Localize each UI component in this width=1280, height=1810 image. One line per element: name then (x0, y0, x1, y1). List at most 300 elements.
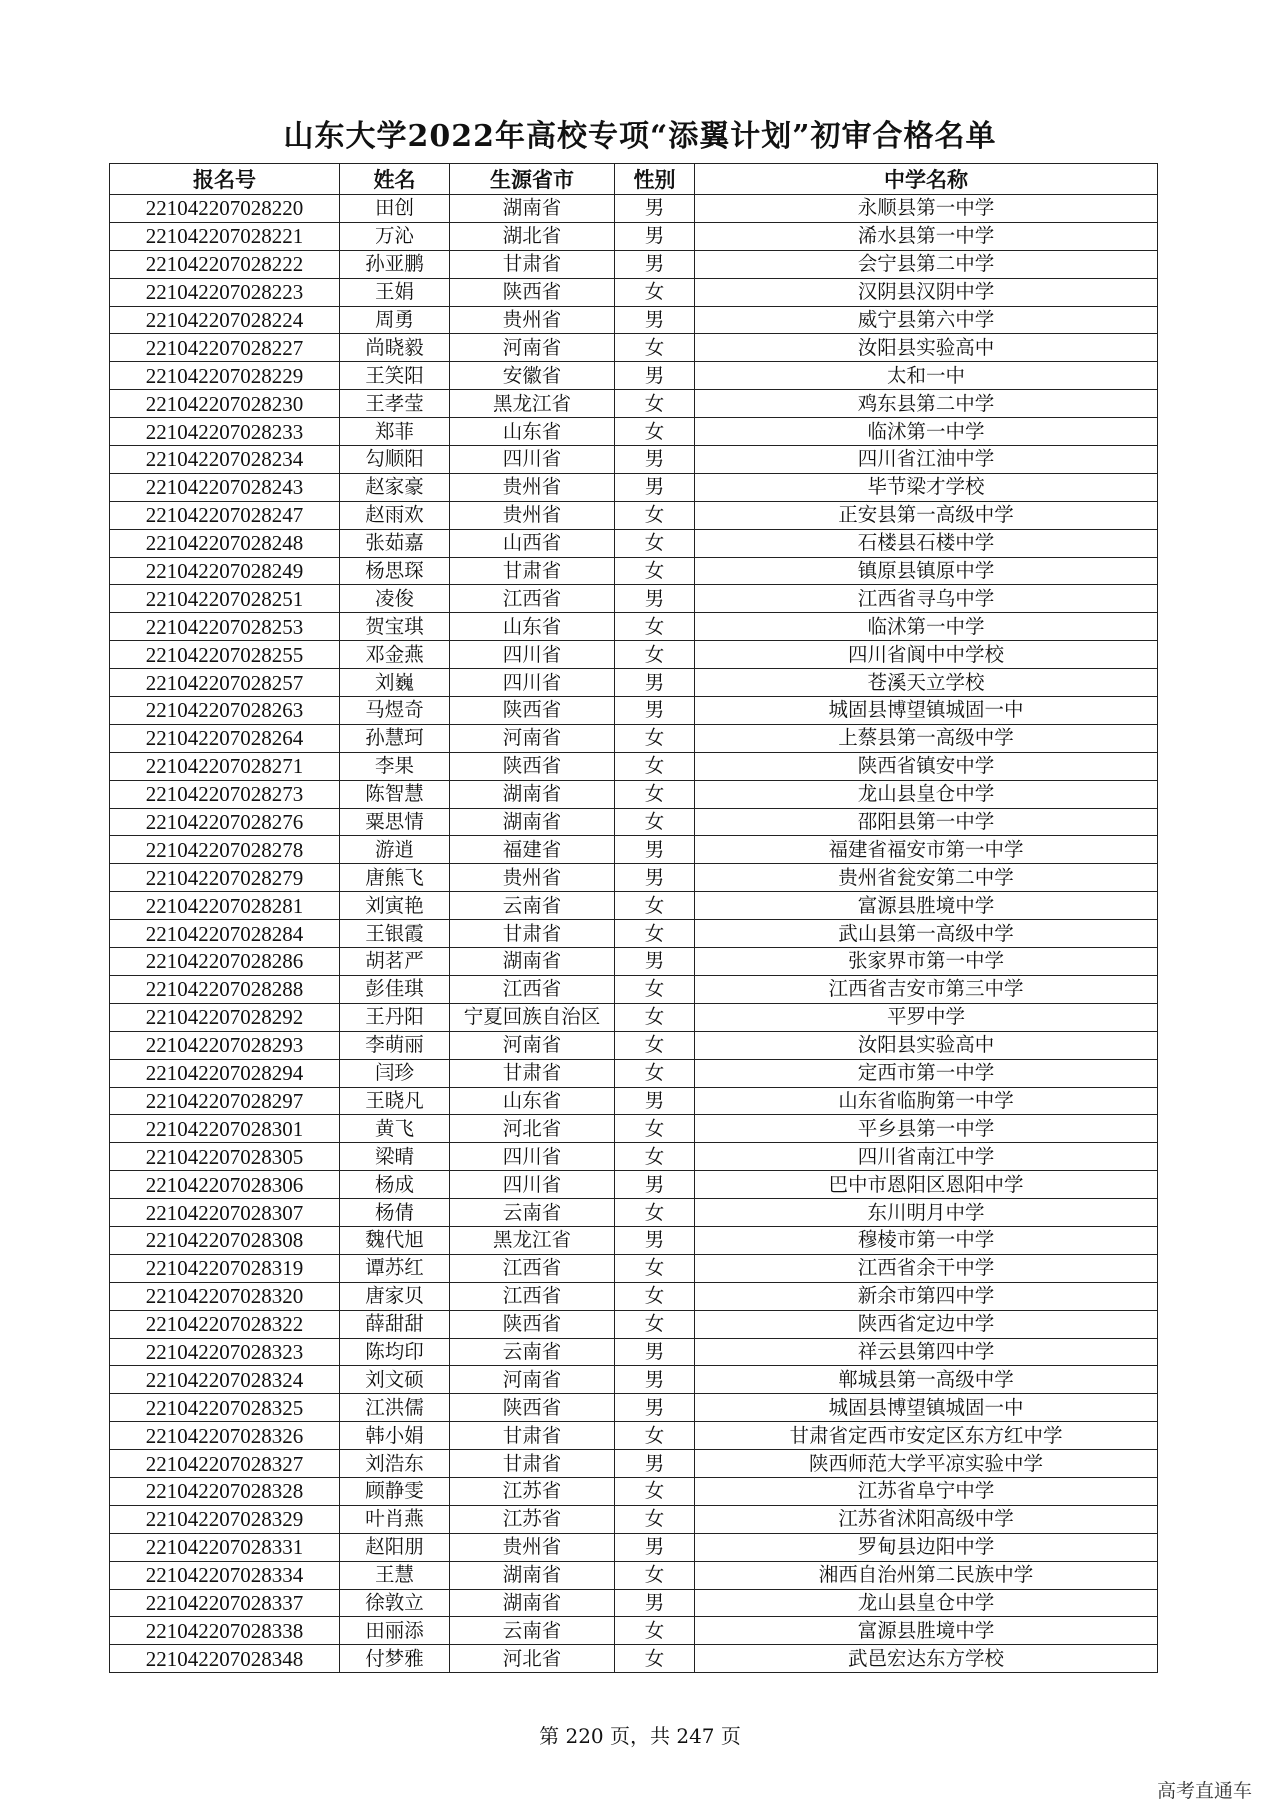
student-name-cell: 王孝莹 (340, 390, 450, 418)
registration-id-cell: 221042207028264 (110, 724, 340, 752)
registration-id-cell: 221042207028348 (110, 1645, 340, 1673)
school-name-cell: 龙山县皇仓中学 (695, 780, 1158, 808)
gender-cell: 男 (615, 195, 695, 223)
registration-id-cell: 221042207028301 (110, 1115, 340, 1143)
student-name-cell: 游逍 (340, 836, 450, 864)
table-row (110, 1171, 1158, 1199)
registration-id-cell: 221042207028253 (110, 613, 340, 641)
student-name-cell: 王慧 (340, 1561, 450, 1589)
registration-id-cell: 221042207028249 (110, 557, 340, 585)
student-name-cell: 凌俊 (340, 585, 450, 613)
gender-cell: 男 (615, 1394, 695, 1422)
table-row (110, 1477, 1158, 1505)
registration-id-cell: 221042207028271 (110, 752, 340, 780)
registration-id-cell: 221042207028273 (110, 780, 340, 808)
province-cell: 山东省 (450, 418, 615, 446)
registration-id-cell: 221042207028322 (110, 1310, 340, 1338)
gender-cell: 女 (615, 920, 695, 948)
province-cell: 湖南省 (450, 1561, 615, 1589)
table-row (110, 864, 1158, 892)
gender-cell: 女 (615, 975, 695, 1003)
province-cell: 黑龙江省 (450, 390, 615, 418)
student-name-cell: 刘巍 (340, 669, 450, 697)
registration-id-cell: 221042207028257 (110, 669, 340, 697)
column-header-name: 姓名 (340, 164, 450, 195)
school-name-cell: 陕西省镇安中学 (695, 752, 1158, 780)
school-name-cell: 汉阴县汉阴中学 (695, 278, 1158, 306)
table-row (110, 1059, 1158, 1087)
registration-id-cell: 221042207028331 (110, 1533, 340, 1561)
school-name-cell: 上蔡县第一高级中学 (695, 724, 1158, 752)
gender-cell: 男 (615, 864, 695, 892)
school-name-cell: 贵州省瓮安第二中学 (695, 864, 1158, 892)
province-cell: 陕西省 (450, 1394, 615, 1422)
registration-id-cell: 221042207028221 (110, 222, 340, 250)
province-cell: 江苏省 (450, 1505, 615, 1533)
table-row (110, 1310, 1158, 1338)
table-row (110, 1366, 1158, 1394)
table-row (110, 948, 1158, 976)
gender-cell: 男 (615, 446, 695, 474)
school-name-cell: 石楼县石楼中学 (695, 529, 1158, 557)
student-name-cell: 王晓凡 (340, 1087, 450, 1115)
gender-cell: 女 (615, 892, 695, 920)
student-name-cell: 刘寅艳 (340, 892, 450, 920)
column-header-gender: 性别 (615, 164, 695, 195)
table-row (110, 892, 1158, 920)
province-cell: 贵州省 (450, 473, 615, 501)
school-name-cell: 太和一中 (695, 362, 1158, 390)
school-name-cell: 会宁县第二中学 (695, 250, 1158, 278)
gender-cell: 女 (615, 557, 695, 585)
roster-table (109, 163, 1158, 1673)
gender-cell: 男 (615, 1450, 695, 1478)
school-name-cell: 巴中市恩阳区恩阳中学 (695, 1171, 1158, 1199)
student-name-cell: 刘文硕 (340, 1366, 450, 1394)
watermark: 高考直通车 (1156, 1780, 1252, 1802)
province-cell: 陕西省 (450, 752, 615, 780)
province-cell: 甘肃省 (450, 920, 615, 948)
student-name-cell: 王银霞 (340, 920, 450, 948)
province-cell: 福建省 (450, 836, 615, 864)
province-cell: 陕西省 (450, 278, 615, 306)
table-row (110, 975, 1158, 1003)
registration-id-cell: 221042207028325 (110, 1394, 340, 1422)
school-name-cell: 平罗中学 (695, 1003, 1158, 1031)
student-name-cell: 勾顺阳 (340, 446, 450, 474)
province-cell: 河南省 (450, 1031, 615, 1059)
student-name-cell: 杨倩 (340, 1199, 450, 1227)
province-cell: 江西省 (450, 1254, 615, 1282)
student-name-cell: 郑菲 (340, 418, 450, 446)
school-name-cell: 郸城县第一高级中学 (695, 1366, 1158, 1394)
table-row (110, 390, 1158, 418)
registration-id-cell: 221042207028222 (110, 250, 340, 278)
registration-id-cell: 221042207028281 (110, 892, 340, 920)
gender-cell: 女 (615, 613, 695, 641)
province-cell: 江苏省 (450, 1477, 615, 1505)
gender-cell: 男 (615, 473, 695, 501)
province-cell: 湖南省 (450, 948, 615, 976)
school-name-cell: 四川省南江中学 (695, 1143, 1158, 1171)
student-name-cell: 闫珍 (340, 1059, 450, 1087)
gender-cell: 女 (615, 1199, 695, 1227)
gender-cell: 女 (615, 808, 695, 836)
school-name-cell: 汝阳县实验高中 (695, 334, 1158, 362)
registration-id-cell: 221042207028297 (110, 1087, 340, 1115)
registration-id-cell: 221042207028276 (110, 808, 340, 836)
province-cell: 山西省 (450, 529, 615, 557)
registration-id-cell: 221042207028286 (110, 948, 340, 976)
registration-id-cell: 221042207028278 (110, 836, 340, 864)
province-cell: 河北省 (450, 1645, 615, 1673)
gender-cell: 女 (615, 1031, 695, 1059)
table-row (110, 669, 1158, 697)
gender-cell: 女 (615, 1422, 695, 1450)
registration-id-cell: 221042207028306 (110, 1171, 340, 1199)
registration-id-cell: 221042207028255 (110, 641, 340, 669)
registration-id-cell: 221042207028293 (110, 1031, 340, 1059)
table-row (110, 1115, 1158, 1143)
school-name-cell: 江苏省阜宁中学 (695, 1477, 1158, 1505)
school-name-cell: 正安县第一高级中学 (695, 501, 1158, 529)
table-row (110, 1533, 1158, 1561)
gender-cell: 女 (615, 418, 695, 446)
student-name-cell: 赵雨欢 (340, 501, 450, 529)
student-name-cell: 贺宝琪 (340, 613, 450, 641)
table-row (110, 1003, 1158, 1031)
gender-cell: 女 (615, 1310, 695, 1338)
registration-id-cell: 221042207028263 (110, 697, 340, 725)
school-name-cell: 龙山县皇仓中学 (695, 1589, 1158, 1617)
gender-cell: 女 (615, 1143, 695, 1171)
column-header-id: 报名号 (110, 164, 340, 195)
registration-id-cell: 221042207028308 (110, 1226, 340, 1254)
table-row (110, 306, 1158, 334)
registration-id-cell: 221042207028247 (110, 501, 340, 529)
school-name-cell: 平乡县第一中学 (695, 1115, 1158, 1143)
student-name-cell: 薛甜甜 (340, 1310, 450, 1338)
gender-cell: 女 (615, 752, 695, 780)
school-name-cell: 祥云县第四中学 (695, 1338, 1158, 1366)
student-name-cell: 张茹嘉 (340, 529, 450, 557)
student-name-cell: 付梦雅 (340, 1645, 450, 1673)
table-row (110, 195, 1158, 223)
table-row (110, 1282, 1158, 1310)
student-name-cell: 杨思琛 (340, 557, 450, 585)
province-cell: 四川省 (450, 1143, 615, 1171)
school-name-cell: 苍溪天立学校 (695, 669, 1158, 697)
table-row (110, 557, 1158, 585)
school-name-cell: 江西省吉安市第三中学 (695, 975, 1158, 1003)
province-cell: 河南省 (450, 724, 615, 752)
gender-cell: 女 (615, 1115, 695, 1143)
school-name-cell: 镇原县镇原中学 (695, 557, 1158, 585)
gender-cell: 女 (615, 501, 695, 529)
school-name-cell: 富源县胜境中学 (695, 1617, 1158, 1645)
school-name-cell: 浠水县第一中学 (695, 222, 1158, 250)
province-cell: 黑龙江省 (450, 1226, 615, 1254)
province-cell: 四川省 (450, 446, 615, 474)
province-cell: 贵州省 (450, 1533, 615, 1561)
table-row (110, 1505, 1158, 1533)
school-name-cell: 张家界市第一中学 (695, 948, 1158, 976)
province-cell: 湖南省 (450, 780, 615, 808)
gender-cell: 女 (615, 641, 695, 669)
student-name-cell: 李果 (340, 752, 450, 780)
student-name-cell: 黄飞 (340, 1115, 450, 1143)
student-name-cell: 孙慧珂 (340, 724, 450, 752)
student-name-cell: 唐熊飞 (340, 864, 450, 892)
roster-body (110, 195, 1158, 1673)
province-cell: 贵州省 (450, 501, 615, 529)
school-name-cell: 东川明月中学 (695, 1199, 1158, 1227)
student-name-cell: 顾静雯 (340, 1477, 450, 1505)
gender-cell: 女 (615, 278, 695, 306)
school-name-cell: 城固县博望镇城固一中 (695, 697, 1158, 725)
gender-cell: 男 (615, 1589, 695, 1617)
gender-cell: 男 (615, 1366, 695, 1394)
student-name-cell: 王丹阳 (340, 1003, 450, 1031)
student-name-cell: 马煜奇 (340, 697, 450, 725)
student-name-cell: 赵阳朋 (340, 1533, 450, 1561)
header-row (110, 164, 1158, 195)
province-cell: 甘肃省 (450, 1450, 615, 1478)
registration-id-cell: 221042207028319 (110, 1254, 340, 1282)
student-name-cell: 彭佳琪 (340, 975, 450, 1003)
registration-id-cell: 221042207028234 (110, 446, 340, 474)
table-row (110, 222, 1158, 250)
gender-cell: 男 (615, 250, 695, 278)
school-name-cell: 江西省余干中学 (695, 1254, 1158, 1282)
gender-cell: 女 (615, 1059, 695, 1087)
gender-cell: 男 (615, 697, 695, 725)
school-name-cell: 临沭第一中学 (695, 418, 1158, 446)
column-header-province: 生源省市 (450, 164, 615, 195)
school-name-cell: 湘西自治州第二民族中学 (695, 1561, 1158, 1589)
province-cell: 甘肃省 (450, 557, 615, 585)
province-cell: 陕西省 (450, 697, 615, 725)
student-name-cell: 邓金燕 (340, 641, 450, 669)
registration-id-cell: 221042207028227 (110, 334, 340, 362)
province-cell: 江西省 (450, 975, 615, 1003)
registration-id-cell: 221042207028279 (110, 864, 340, 892)
school-name-cell: 江西省寻乌中学 (695, 585, 1158, 613)
province-cell: 四川省 (450, 669, 615, 697)
table-row (110, 334, 1158, 362)
table-row (110, 446, 1158, 474)
province-cell: 贵州省 (450, 306, 615, 334)
table-row (110, 1199, 1158, 1227)
gender-cell: 女 (615, 1003, 695, 1031)
gender-cell: 男 (615, 1226, 695, 1254)
school-name-cell: 新余市第四中学 (695, 1282, 1158, 1310)
school-name-cell: 四川省阆中中学校 (695, 641, 1158, 669)
school-name-cell: 威宁县第六中学 (695, 306, 1158, 334)
gender-cell: 女 (615, 1282, 695, 1310)
student-name-cell: 徐敦立 (340, 1589, 450, 1617)
student-name-cell: 杨成 (340, 1171, 450, 1199)
table-row (110, 1031, 1158, 1059)
table-row (110, 697, 1158, 725)
registration-id-cell: 221042207028229 (110, 362, 340, 390)
student-name-cell: 刘浩东 (340, 1450, 450, 1478)
gender-cell: 女 (615, 1561, 695, 1589)
student-name-cell: 韩小娟 (340, 1422, 450, 1450)
school-name-cell: 陕西省定边中学 (695, 1310, 1158, 1338)
school-name-cell: 永顺县第一中学 (695, 195, 1158, 223)
registration-id-cell: 221042207028294 (110, 1059, 340, 1087)
gender-cell: 男 (615, 1087, 695, 1115)
school-name-cell: 富源县胜境中学 (695, 892, 1158, 920)
gender-cell: 男 (615, 836, 695, 864)
school-name-cell: 汝阳县实验高中 (695, 1031, 1158, 1059)
province-cell: 河北省 (450, 1115, 615, 1143)
table-row (110, 1617, 1158, 1645)
table-row (110, 1450, 1158, 1478)
student-name-cell: 唐家贝 (340, 1282, 450, 1310)
province-cell: 甘肃省 (450, 1422, 615, 1450)
table-row (110, 1087, 1158, 1115)
school-name-cell: 山东省临朐第一中学 (695, 1087, 1158, 1115)
table-row (110, 501, 1158, 529)
gender-cell: 男 (615, 948, 695, 976)
table-row (110, 780, 1158, 808)
school-name-cell: 武山县第一高级中学 (695, 920, 1158, 948)
province-cell: 云南省 (450, 1617, 615, 1645)
table-row (110, 920, 1158, 948)
school-name-cell: 陕西师范大学平凉实验中学 (695, 1450, 1158, 1478)
student-name-cell: 赵家豪 (340, 473, 450, 501)
registration-id-cell: 221042207028307 (110, 1199, 340, 1227)
student-name-cell: 尚晓毅 (340, 334, 450, 362)
gender-cell: 女 (615, 1477, 695, 1505)
table-row (110, 1226, 1158, 1254)
school-name-cell: 四川省江油中学 (695, 446, 1158, 474)
province-cell: 贵州省 (450, 864, 615, 892)
table-row (110, 1143, 1158, 1171)
province-cell: 山东省 (450, 1087, 615, 1115)
province-cell: 云南省 (450, 1199, 615, 1227)
registration-id-cell: 221042207028334 (110, 1561, 340, 1589)
province-cell: 甘肃省 (450, 250, 615, 278)
table-row (110, 585, 1158, 613)
student-name-cell: 周勇 (340, 306, 450, 334)
student-name-cell: 王笑阳 (340, 362, 450, 390)
table-row (110, 752, 1158, 780)
registration-id-cell: 221042207028223 (110, 278, 340, 306)
table-row (110, 250, 1158, 278)
gender-cell: 女 (615, 390, 695, 418)
student-name-cell: 万沁 (340, 222, 450, 250)
gender-cell: 女 (615, 1254, 695, 1282)
table-row (110, 836, 1158, 864)
registration-id-cell: 221042207028292 (110, 1003, 340, 1031)
gender-cell: 男 (615, 669, 695, 697)
gender-cell: 男 (615, 222, 695, 250)
province-cell: 甘肃省 (450, 1059, 615, 1087)
page-number: 第 220 页，共 247 页 (539, 1724, 741, 1748)
province-cell: 河南省 (450, 334, 615, 362)
registration-id-cell: 221042207028328 (110, 1477, 340, 1505)
gender-cell: 女 (615, 334, 695, 362)
school-name-cell: 江苏省沭阳高级中学 (695, 1505, 1158, 1533)
table-row (110, 1645, 1158, 1673)
gender-cell: 女 (615, 1617, 695, 1645)
table-row (110, 1254, 1158, 1282)
student-name-cell: 粟思情 (340, 808, 450, 836)
student-name-cell: 王娟 (340, 278, 450, 306)
gender-cell: 男 (615, 1338, 695, 1366)
registration-id-cell: 221042207028248 (110, 529, 340, 557)
gender-cell: 男 (615, 362, 695, 390)
province-cell: 陕西省 (450, 1310, 615, 1338)
student-name-cell: 田丽添 (340, 1617, 450, 1645)
province-cell: 云南省 (450, 1338, 615, 1366)
province-cell: 安徽省 (450, 362, 615, 390)
table-row (110, 724, 1158, 752)
school-name-cell: 罗甸县边阳中学 (695, 1533, 1158, 1561)
registration-id-cell: 221042207028323 (110, 1338, 340, 1366)
registration-id-cell: 221042207028337 (110, 1589, 340, 1617)
page-title: 山东大学2022年高校专项“添翼计划”初审合格名单 (283, 119, 997, 154)
gender-cell: 女 (615, 724, 695, 752)
student-name-cell: 田创 (340, 195, 450, 223)
school-name-cell: 定西市第一中学 (695, 1059, 1158, 1087)
student-name-cell: 孙亚鹏 (340, 250, 450, 278)
table-row (110, 1422, 1158, 1450)
table-row (110, 641, 1158, 669)
registration-id-cell: 221042207028233 (110, 418, 340, 446)
table-row (110, 362, 1158, 390)
registration-id-cell: 221042207028220 (110, 195, 340, 223)
province-cell: 湖南省 (450, 1589, 615, 1617)
province-cell: 四川省 (450, 1171, 615, 1199)
student-name-cell: 江洪儒 (340, 1394, 450, 1422)
registration-id-cell: 221042207028243 (110, 473, 340, 501)
gender-cell: 女 (615, 529, 695, 557)
student-name-cell: 李萌丽 (340, 1031, 450, 1059)
table-row (110, 1394, 1158, 1422)
gender-cell: 男 (615, 1171, 695, 1199)
province-cell: 山东省 (450, 613, 615, 641)
column-header-school: 中学名称 (695, 164, 1158, 195)
registration-id-cell: 221042207028224 (110, 306, 340, 334)
registration-id-cell: 221042207028324 (110, 1366, 340, 1394)
student-name-cell: 梁晴 (340, 1143, 450, 1171)
student-name-cell: 陈智慧 (340, 780, 450, 808)
table-row (110, 418, 1158, 446)
school-name-cell: 武邑宏达东方学校 (695, 1645, 1158, 1673)
gender-cell: 男 (615, 306, 695, 334)
registration-id-cell: 221042207028320 (110, 1282, 340, 1310)
school-name-cell: 穆棱市第一中学 (695, 1226, 1158, 1254)
table-row (110, 278, 1158, 306)
gender-cell: 男 (615, 585, 695, 613)
province-cell: 湖南省 (450, 195, 615, 223)
school-name-cell: 甘肃省定西市安定区东方红中学 (695, 1422, 1158, 1450)
gender-cell: 女 (615, 1645, 695, 1673)
school-name-cell: 临沭第一中学 (695, 613, 1158, 641)
table-row (110, 1561, 1158, 1589)
school-name-cell: 毕节梁才学校 (695, 473, 1158, 501)
table-row (110, 1589, 1158, 1617)
registration-id-cell: 221042207028251 (110, 585, 340, 613)
student-name-cell: 叶肖燕 (340, 1505, 450, 1533)
registration-id-cell: 221042207028326 (110, 1422, 340, 1450)
school-name-cell: 邵阳县第一中学 (695, 808, 1158, 836)
province-cell: 云南省 (450, 892, 615, 920)
